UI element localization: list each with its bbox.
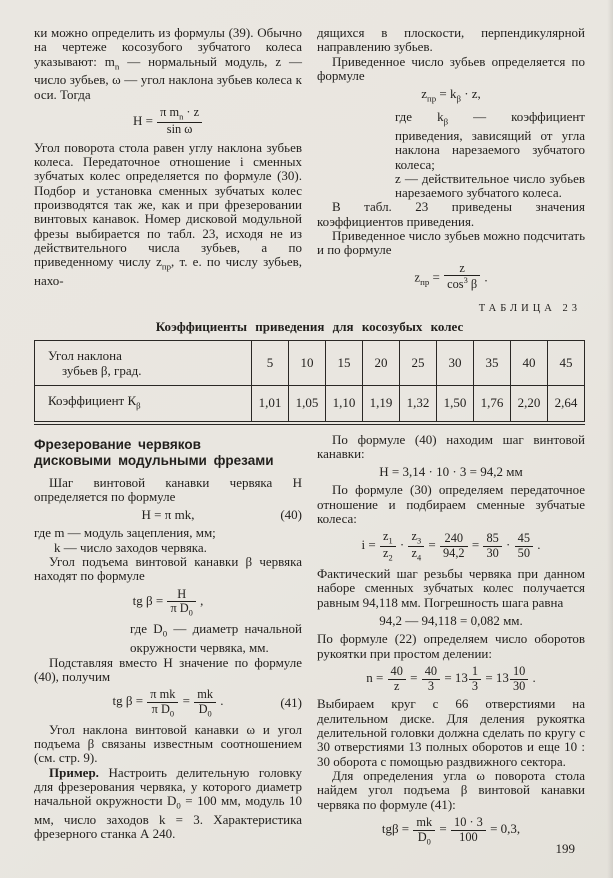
paragraph: Угол поворота стола равен углу наклона зубьев колеса. Передаточное отношение i сменных зубчатых колес определяется по формуле (30). Подбор и установка сменных зубчатых колес производятся так же, как и при фрезеровании винтовых канавок. Номер дисковой модульной фрезы выбирается по табл. 23, исходя не из действительного числа зубьев, а по приведенному числу $z_{пр}$, т. е. по числу зубьев, нахо- — [34, 139, 303, 289]
bottom-columns — [34, 433, 585, 851]
paragraph: Для определения угла ω поворота стола найдем угол подъема β винтовой канавки червяка по формуле (41): — [317, 767, 585, 812]
table-cell: 15 — [326, 340, 363, 385]
scan-edge-shadow — [607, 0, 613, 878]
row-label-line: зубьев β, град. — [62, 362, 142, 378]
paragraph: Подставляя вместо H значение по формуле (40), получим — [34, 654, 302, 684]
table-title: Коэффициенты приведения для косозубых колес — [155, 318, 464, 334]
table-cell: 2,20 — [511, 385, 548, 422]
paragraph: Выбираем круг с 66 отверстиями на делительном диске. Для деления рукоятка делительной головки должна сделать по кругу с 30 отверстиями 13 полных оборотов и еще 10 : 30 оборота с помощью раздвижного сектора. — [317, 696, 585, 769]
heading-line: Фрезерование червяков — [34, 436, 201, 452]
table-cell: 5 — [252, 340, 289, 385]
definition-item: k — число заходов червяка. — [54, 539, 207, 555]
equation-number: (40) — [280, 507, 302, 523]
formula-body: H = π mk, — [141, 507, 195, 523]
paragraph: По формуле (30) определяем передаточное отношение и подбираем сменные зубчатые колеса: — [317, 482, 585, 527]
table-cell: 2,64 — [548, 385, 585, 422]
paragraph: Приведенное число зубьев можно подсчитать и по формуле — [317, 228, 585, 258]
display-formula: 94,2 — 94,118 = 0,082 мм. — [379, 612, 523, 628]
table-cell: 1,19 — [363, 385, 400, 422]
table-row — [35, 340, 585, 385]
display-formula: tg β = $\frac{H}{\pi D_0}$ , — [132, 586, 204, 618]
table-cell: 40 — [511, 340, 548, 385]
paragraph: По формуле (22) определяем число оборотов рукоятки при простом делении: — [317, 631, 585, 661]
table-row-label — [35, 340, 252, 385]
table-cell: 1,10 — [326, 385, 363, 422]
formula-body: tg β = $\frac{\text{π mk}}{\pi D_0}$ = $\frac{mk}{D_0}$ . — [112, 687, 224, 719]
paragraph: Угол подъема винтовой канавки β червяка находят по формуле — [34, 554, 302, 584]
table-cell: 1,05 — [289, 385, 326, 422]
table-cell: 1,50 — [437, 385, 474, 422]
paragraph: ки можно определить из формулы (39). Обычно на чертеже косозубого зубчатого колеса указывают: $m_n$ — нормальный модуль, z — число зубьев, ω — угол наклона зубьев колеса к оси. Тогда — [34, 25, 302, 102]
paragraph: Приведенное число зубьев определяется по формуле — [317, 53, 585, 83]
table-cell: 10 — [289, 340, 326, 385]
table-cell: 20 — [363, 340, 400, 385]
row-label-line: Угол наклона — [48, 347, 122, 363]
table-row — [35, 385, 585, 422]
display-formula: i = $\frac{z_1}{z_2}$ · $\frac{z_3}{z_4}$ = $\frac{240}{94,2}$ = $\frac{85}{30}$ · $\frac{45}{50}$ . — [361, 529, 541, 563]
paragraph: Шаг винтовой канавки червяка H определяется по формуле — [34, 474, 302, 504]
table-cell: 35 — [474, 340, 511, 385]
table-cell: 1,76 — [474, 385, 511, 422]
table-cell: 30 — [437, 340, 474, 385]
definition-item: где m — модуль зацепления, мм; — [34, 525, 216, 541]
display-formula: tgβ = $\frac{mk}{D_0}$ = $\frac{10 \cdot 3}{100}$ = 0,3, — [381, 814, 521, 847]
paragraph: По формуле (40) находим шаг винтовой канавки: — [317, 431, 585, 461]
top-right-column — [317, 26, 585, 296]
display-formula: n = $\frac{40}{z}$ = $\frac{40}{3}$ = 13 $\frac{1}{3}$ = 13 $\frac{10}{30}$ . — [366, 663, 536, 693]
example-text: Настроить делительную головку для фрезерования червяка, у которого диаметр начальной окружности $D_0 = 100$ мм, модуль 10 мм, число заходов k = 3. Характеристика фрезерного станка А 240. — [34, 764, 303, 842]
table-cell: 45 — [548, 340, 585, 385]
definition-item: где $D_0$ — диаметр начальной окружности червяка, мм. — [130, 621, 302, 656]
display-formula: $z_{пр} = k_\beta \cdot z$, — [421, 86, 481, 104]
paragraph: Угол наклона винтовой канавки ω и угол подъема β связаны известным соотношением (см. стр. 9). — [34, 721, 302, 766]
equation-number: (41) — [280, 695, 302, 711]
bottom-left-column — [34, 433, 302, 851]
table-cell: 1,01 — [252, 385, 289, 422]
table-cell: 25 — [400, 340, 437, 385]
display-formula: H = 3,14 · 10 · 3 = 94,2 мм — [379, 464, 523, 480]
paragraph: дящихся в плоскости, перпендикулярной направлению зубьев. — [317, 25, 585, 55]
display-formula: H = $\frac{\pi m_n \cdot z}{\text{sin ω}}$ — [34, 106, 302, 137]
example-paragraph — [34, 766, 302, 842]
definition-item: z — действительное число зубьев нарезаемого зубчатого колеса. — [395, 170, 585, 201]
bottom-right-column — [317, 433, 585, 851]
table-cell: 1,32 — [400, 385, 437, 422]
paragraph: Фактический шаг резьбы червяка при данном наборе сменных зубчатых колес получается равным 94,118 мм. Погрешность шага равна — [317, 566, 585, 610]
table-caption: ТАБЛИЦА 23 — [478, 303, 581, 315]
definition-item: где $k_\beta$ — коэффициент приведения, зависящий от угла наклона нарезаемого зубчатого колеса; — [395, 109, 585, 172]
heading-line: дисковыми модульными фрезами — [34, 452, 274, 468]
display-formula: $z_{пр}$ = $\frac{z}{\cos^3 \beta}$ . — [414, 260, 488, 292]
table-row-label: Коэффициент $К_\beta$ — [35, 385, 252, 422]
example-label: Пример. — [49, 764, 99, 780]
top-columns — [34, 26, 585, 296]
page-number: 199 — [555, 840, 575, 856]
coefficients-table — [34, 340, 585, 425]
top-left-column — [34, 26, 302, 296]
section-heading — [34, 437, 302, 469]
table-block — [34, 302, 585, 424]
display-formula — [34, 508, 302, 522]
display-formula — [34, 688, 302, 719]
paragraph: В табл. 23 приведены значения коэффициентов приведения. — [317, 199, 585, 229]
